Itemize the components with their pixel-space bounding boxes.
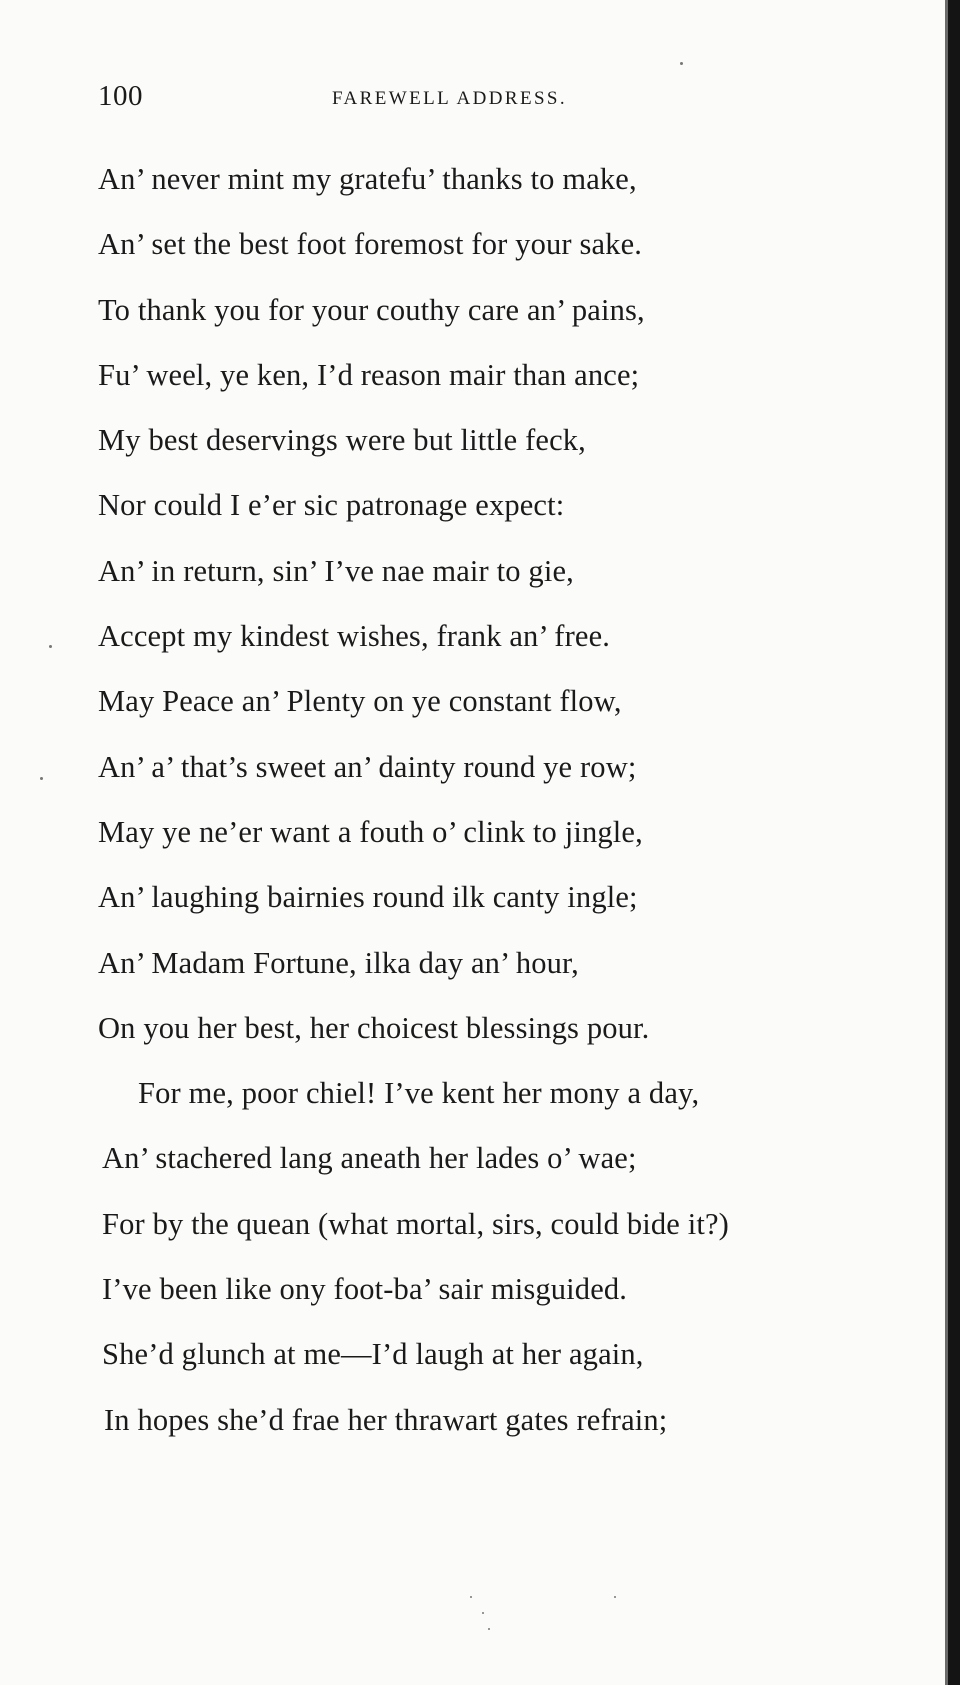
verse-line: To thank you for your couthy care an’ pains, bbox=[98, 292, 645, 327]
verse-line: An’ laughing bairnies round ilk canty ingle; bbox=[98, 880, 638, 915]
scan-speck bbox=[482, 1612, 484, 1614]
verse-line: An’ set the best foot foremost for your sake. bbox=[98, 227, 643, 262]
page-number: 100 bbox=[98, 80, 143, 112]
running-title: FAREWELL ADDRESS. bbox=[332, 88, 568, 109]
verse-line: My best deservings were but little feck, bbox=[98, 423, 586, 458]
scan-speck bbox=[470, 1596, 472, 1598]
scan-speck bbox=[49, 645, 52, 648]
verse-line: In hopes she’d frae her thrawart gates refrain; bbox=[104, 1402, 668, 1437]
verse-line: An’ never mint my gratefu’ thanks to make, bbox=[98, 162, 637, 196]
verse-line: An’ stachered lang aneath her lades o’ wae; bbox=[102, 1141, 637, 1176]
verse-line-indented: For me, poor chiel! I’ve kent her mony a day, bbox=[138, 1076, 700, 1111]
verse-line: An’ in return, sin’ I’ve nae mair to gie, bbox=[98, 553, 574, 588]
verse-line: Accept my kindest wishes, frank an’ free. bbox=[98, 619, 611, 654]
scan-speck bbox=[680, 62, 683, 65]
page-header bbox=[98, 80, 658, 120]
verse-line: An’ a’ that’s sweet an’ dainty round ye row; bbox=[98, 749, 637, 784]
verse-line: May Peace an’ Plenty on ye constant flow, bbox=[98, 684, 622, 719]
verse-line: An’ Madam Fortune, ilka day an’ hour, bbox=[98, 945, 579, 980]
scan-speck bbox=[488, 1628, 490, 1630]
verse-line: On you her best, her choicest blessings pour. bbox=[98, 1010, 650, 1045]
page-edge bbox=[948, 0, 960, 1685]
verse-line: I’ve been like ony foot-ba’ sair misguided. bbox=[102, 1272, 628, 1307]
verse-line: May ye ne’er want a fouth o’ clink to jingle, bbox=[98, 814, 643, 849]
verse-line: Nor could I e’er sic patronage expect: bbox=[98, 488, 565, 523]
verse-line: For by the quean (what mortal, sirs, could bide it?) bbox=[102, 1206, 729, 1241]
scan-speck bbox=[614, 1596, 616, 1598]
poem-text bbox=[0, 156, 948, 1462]
scan-speck bbox=[40, 777, 43, 780]
verse-line: Fu’ weel, ye ken, I’d reason mair than ance; bbox=[98, 357, 640, 392]
verse-line: She’d glunch at me—I’d laugh at her again, bbox=[102, 1337, 644, 1372]
